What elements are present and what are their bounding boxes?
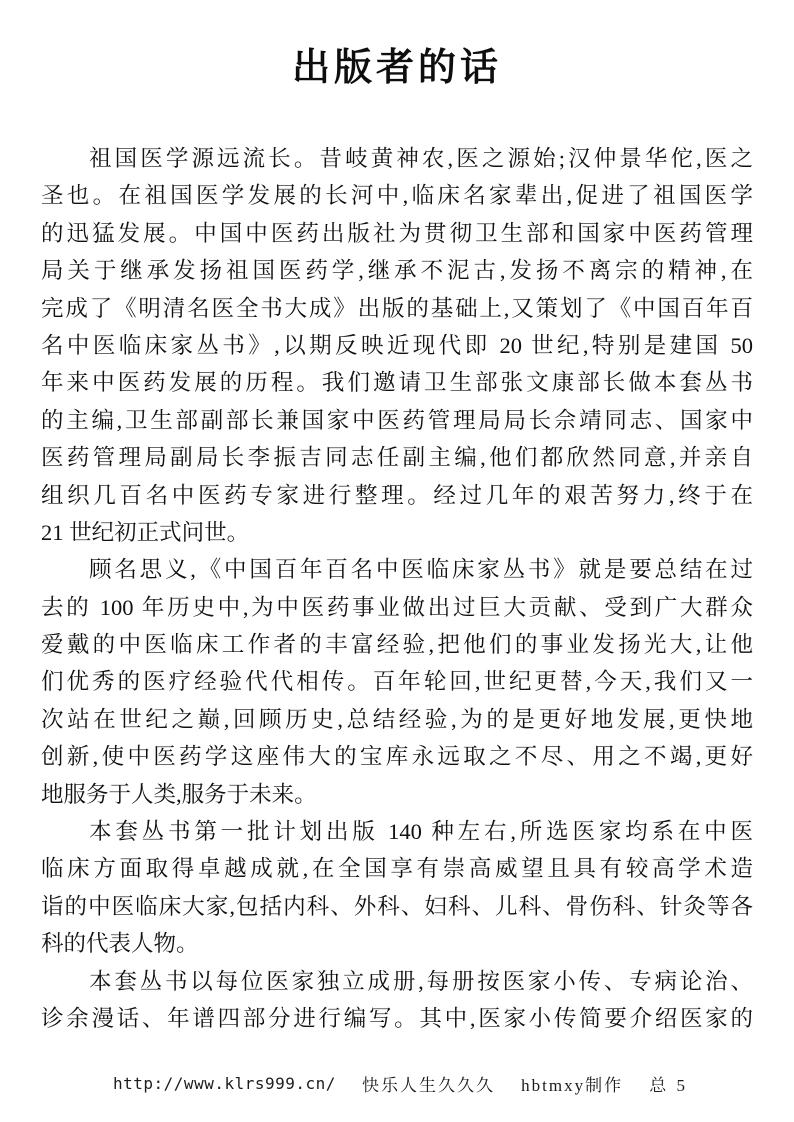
footer-url: http://www.klrs999.cn/ (113, 1073, 336, 1093)
footer-credit: hbtmxy制作 (521, 1075, 624, 1095)
text-line: 医药管理局副局长李振吉同志任副主编,他们都欣然同意,并亲自 (41, 445, 753, 471)
text-line: 次站在世纪之巅,回顾历史,总结经验,为的是更好地发展,更快地 (41, 706, 753, 732)
text-line: 圣也。在祖国医学发展的长河中,临床名家辈出,促进了祖国医学 (41, 183, 753, 209)
text-line: 创新,使中医药学这座伟大的宝库永远取之不尽、用之不竭,更好 (41, 744, 753, 770)
text-line: 诊余漫话、年谱四部分进行编写。其中,医家小传简要介绍医家的 (41, 1005, 753, 1031)
text-line: 完成了《明清名医全书大成》出版的基础上,又策划了《中国百年百 (41, 295, 753, 321)
text-line: 局关于继承发扬祖国医药学,继承不泥古,发扬不离宗的精神,在 (41, 258, 753, 284)
text-line: 们优秀的医疗经验代代相传。百年轮回,世纪更替,今天,我们又一 (41, 669, 753, 695)
text-line: 爱戴的中医临床工作者的丰富经验,把他们的事业发扬光大,让他 (41, 632, 753, 658)
text-line: 顾名思义,《中国百年百名中医临床家丛书》就是要总结在过 (89, 557, 753, 583)
text-line: 名中医临床家丛书》,以期反映近现代即 20 世纪,特别是建国 50 (41, 332, 753, 358)
text-line: 诣的中医临床大家,包括内科、外科、妇科、儿科、骨伤科、针灸等各 (41, 893, 753, 919)
page-title: 出版者的话 (291, 47, 502, 89)
text-line: 本套丛书以每位医家独立成册,每册按医家小传、专病论治、 (89, 968, 753, 994)
text-line: 去的 100 年历史中,为中医药事业做出过巨大贡献、受到广大群众 (41, 594, 753, 620)
paragraph-1 (41, 140, 753, 551)
text-line: 21 世纪初正式问世。 (41, 519, 250, 545)
footer-page-number: 总 5 (649, 1075, 688, 1095)
paragraph-4 (41, 963, 753, 1038)
text-line: 年来中医药发展的历程。我们邀请卫生部张文康部长做本套丛书 (41, 370, 753, 396)
paragraph-3 (41, 813, 753, 963)
text-line: 科的代表人物。 (41, 931, 199, 957)
body-text (41, 140, 753, 1037)
text-line: 祖国医学源远流长。昔岐黄神农,医之源始;汉仲景华佗,医之 (89, 146, 753, 171)
text-line: 临床方面取得卓越成就,在全国享有崇高威望且具有较高学术造 (41, 856, 753, 882)
text-line: 本套丛书第一批计划出版 140 种左右,所选医家均系在中医 (89, 819, 753, 845)
text-line: 组织几百名中医药专家进行整理。经过几年的艰苦努力,终于在 (41, 482, 753, 508)
text-line: 的迅猛发展。中国中医药出版社为贯彻卫生部和国家中医药管理 (41, 220, 753, 246)
text-line: 地服务于人类,服务于未来。 (41, 781, 317, 807)
paragraph-2 (41, 551, 753, 813)
footer-site-name: 快乐人生久久久 (362, 1075, 496, 1095)
page-footer (0, 1070, 794, 1096)
text-line: 的主编,卫生部副部长兼国家中医药管理局局长佘靖同志、国家中 (41, 407, 753, 433)
